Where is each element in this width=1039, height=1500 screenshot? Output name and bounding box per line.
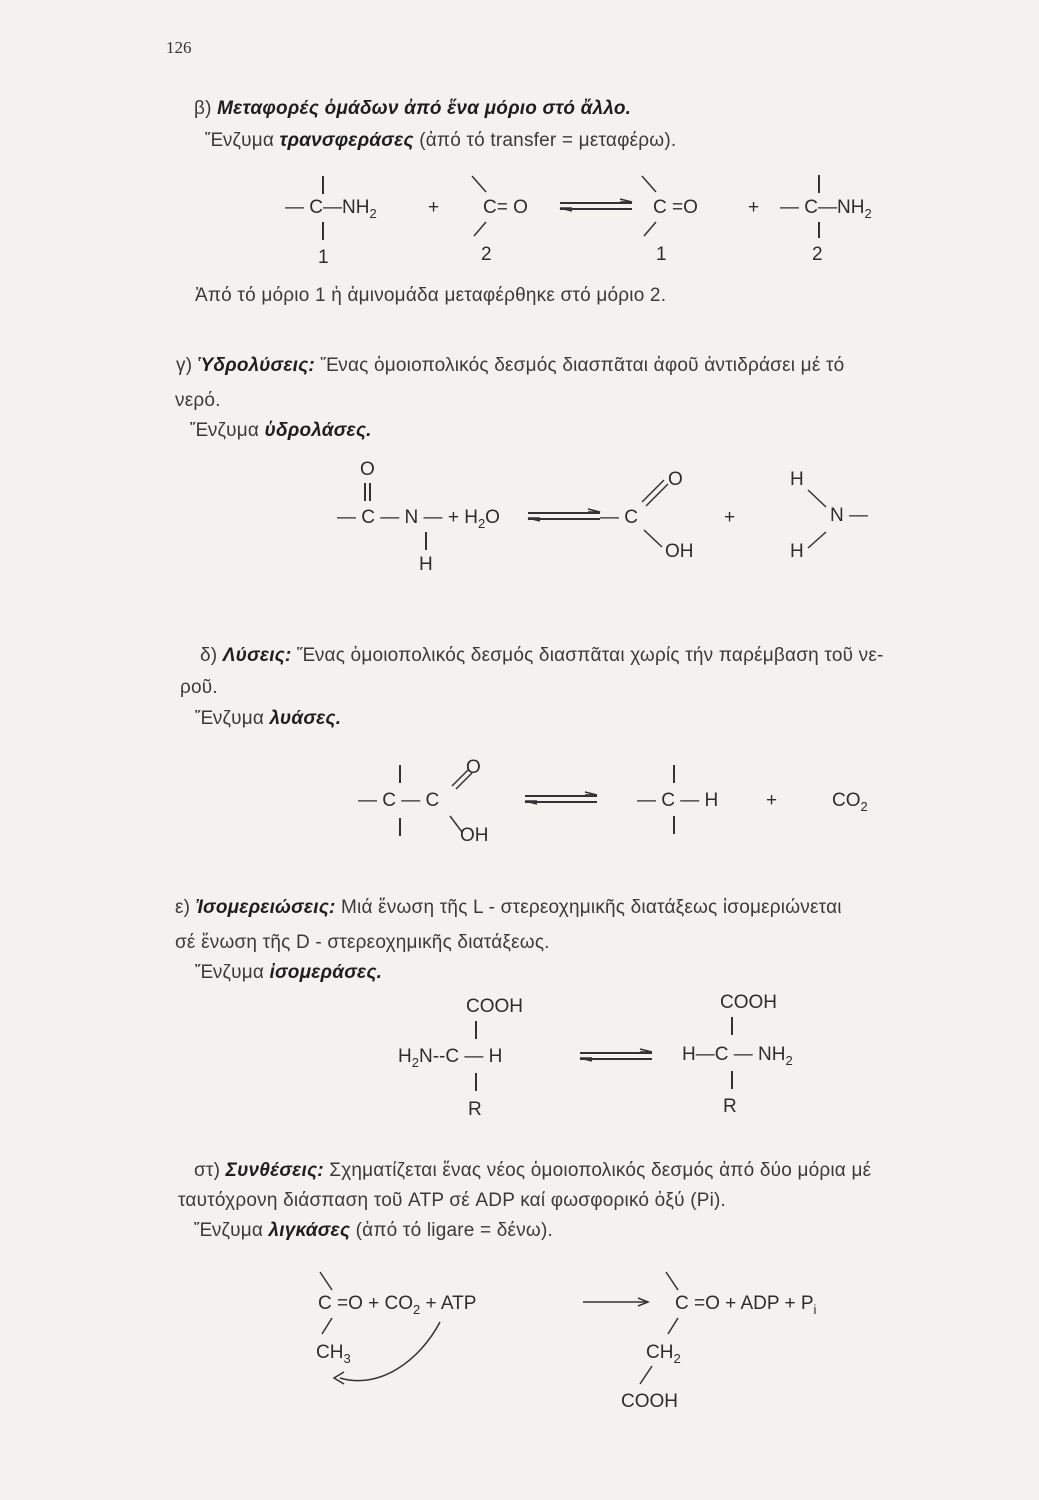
section-marker: δ) (200, 645, 218, 666)
bond-line (642, 480, 664, 502)
atom-o: O (360, 459, 375, 480)
section-gamma-heading (176, 355, 844, 377)
bond-line (642, 176, 656, 192)
section-title: Λύσεις: (222, 645, 292, 666)
enzyme-name: τρανσφεράσες (279, 130, 414, 151)
enzyme-line-beta (205, 130, 676, 152)
pyruvate-part: $C =O + CO_2$ + ATP (318, 1293, 477, 1317)
equilibrium-arrow (525, 794, 597, 804)
carbonyl: C =O (653, 197, 698, 218)
equilibrium-arrow (560, 201, 632, 211)
amine-left: — $C—NH_2$ (285, 197, 377, 221)
curved-arrow (340, 1322, 440, 1381)
section-text-cont: νερό. (175, 390, 221, 411)
arrow-head (334, 1372, 344, 1384)
equilibrium-arrow (528, 511, 600, 521)
section-text-cont: ροῦ. (180, 677, 218, 698)
bond-line (668, 1318, 678, 1334)
transfer-note: Ἀπό τό μόριο 1 ἡ ἀμινομάδα μεταφέρθηκε στό μόριο 2. (195, 285, 667, 306)
section-marker: β) (194, 98, 212, 119)
bond-line (320, 1272, 332, 1290)
section-text: Σχηματίζεται ἕνας νέος ὁμοιοπολικός δεσμός ἀπό δύο μόρια μέ (329, 1160, 872, 1181)
methylene-group: $CH_2$ (646, 1342, 681, 1366)
carbonyl: C= O (483, 197, 528, 218)
enzyme-line-delta (195, 708, 341, 730)
atom-h: H (419, 554, 433, 575)
enzyme-name: ὑδρολάσες. (264, 420, 372, 441)
oxaloacetate-part: C =O + ADP + $P_i$ (675, 1293, 817, 1317)
section-st-heading (194, 1160, 871, 1182)
section-text: Ἕνας ὁμοιοπολικός δεσμός διασπᾶται ἀφοῦ ἀντιδράσει μέ τό (320, 355, 845, 376)
bond-line (644, 530, 662, 547)
section-title: Ὑδρολύσεις: (197, 355, 315, 376)
plus-sign: + (724, 507, 736, 528)
section-delta-heading (200, 645, 884, 667)
molecule-number: 1 (656, 244, 667, 265)
section-title: Μεταφορές ὁμάδων ἀπό ἕνα μόριο στό ἄλλο. (217, 98, 632, 119)
enzyme-name: λιγκάσες (268, 1220, 351, 1241)
bond-line (666, 1272, 678, 1290)
section-marker: ε) (175, 897, 191, 918)
enzyme-prefix: Ἔνζυμα (195, 962, 265, 983)
section-text-cont: ταυτόχρονη διάσπαση τοῦ ATP σέ ADP καί φωσφορικό ὀξύ (Pi). (178, 1190, 727, 1211)
plus-sign: + (428, 197, 440, 218)
amide: — C — N — + $H_2O$ (337, 507, 500, 531)
alkane: — C — H (637, 790, 719, 811)
enzyme-suffix: (ἀπό τό transfer = μεταφέρω). (419, 130, 677, 151)
section-title: Ἰσομερειώσεις: (195, 897, 336, 918)
section-text: Ἕνας ὁμοιοπολικός δεσμός διασπᾶται χωρίς τήν παρέμβαση τοῦ νε- (297, 645, 884, 666)
atom-o: O (668, 469, 683, 490)
bond-line (640, 1366, 652, 1384)
amine-n: N — (830, 505, 868, 526)
bond-line (322, 1318, 332, 1334)
carbon-chain: — C — C (358, 790, 440, 811)
enzyme-name: λυάσες. (269, 708, 342, 729)
bond-line (646, 484, 668, 506)
enzyme-prefix: Ἔνζυμα (190, 420, 260, 441)
bond-line (808, 532, 826, 548)
enzyme-prefix: Ἔνζυμα (205, 130, 275, 151)
section-title: Συνθέσεις: (225, 1160, 324, 1181)
enzyme-name: ἰσομεράσες. (269, 962, 383, 983)
bond-line (808, 490, 826, 507)
enzyme-line-epsilon (195, 962, 382, 984)
enzyme-line-gamma (190, 420, 372, 442)
l-isomer: $H_2N--C$ — H (398, 1046, 503, 1070)
bond-line (472, 176, 486, 192)
d-isomer: H—C — $NH_2$ (682, 1044, 793, 1068)
plus-sign: + (748, 197, 760, 218)
page-number: 126 (166, 38, 192, 57)
section-text-cont: σέ ἕνωση τῆς D - στερεοχημικῆς διατάξεως. (175, 932, 550, 953)
molecule-number: 2 (481, 244, 492, 265)
molecule-number: 1 (318, 247, 329, 268)
section-marker: γ) (176, 355, 193, 376)
atom-h: H (790, 469, 804, 490)
molecule-number: 2 (812, 244, 823, 265)
section-marker: στ) (194, 1160, 221, 1181)
section-beta-heading (194, 98, 631, 120)
atom-o: O (466, 757, 481, 778)
bond-line (474, 222, 486, 236)
carbon-dioxide: $CO_2$ (832, 790, 868, 814)
r-group: R (468, 1099, 482, 1120)
carboxyl-group: COOH (720, 992, 777, 1013)
atom-h: H (790, 541, 804, 562)
section-text: Μιά ἕνωση τῆς L - στερεοχημικῆς διατάξεως ἰσομεριώνεται (341, 897, 842, 918)
enzyme-prefix: Ἔνζυμα (195, 708, 265, 729)
carboxyl-group: COOH (621, 1391, 678, 1412)
methyl-group: $CH_3$ (316, 1342, 351, 1366)
section-epsilon-heading (175, 897, 842, 919)
carboxyl-carbon: — C (600, 507, 638, 528)
carboxyl-group: COOH (466, 996, 523, 1017)
amine-right: — $C—NH_2$ (780, 197, 872, 221)
arrow-head (638, 1298, 648, 1306)
bond-line (644, 222, 656, 236)
hydroxyl: OH (665, 541, 694, 562)
plus-sign: + (766, 790, 778, 811)
enzyme-suffix: (ἀπό τό ligare = δένω). (355, 1220, 553, 1241)
equilibrium-arrow (580, 1051, 652, 1061)
hydroxyl: OH (460, 825, 489, 846)
enzyme-prefix: Ἔνζυμα (194, 1220, 264, 1241)
enzyme-line-st (194, 1220, 553, 1242)
r-group: R (723, 1096, 737, 1117)
